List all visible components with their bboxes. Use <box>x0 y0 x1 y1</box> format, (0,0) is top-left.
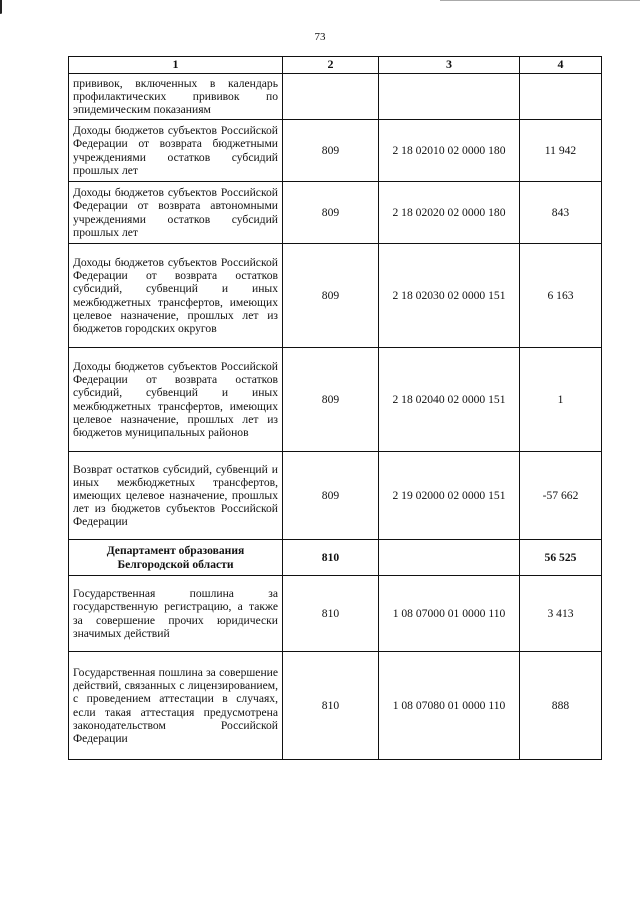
header-col-4: 4 <box>520 57 602 74</box>
row-code: 809 <box>283 348 379 452</box>
row-code: 809 <box>283 120 379 182</box>
department-row <box>69 540 602 576</box>
row-sum: 843 <box>520 182 602 244</box>
header-col-3: 3 <box>379 57 520 74</box>
row-name: Государственная пошлина за государственную регистрацию, а также за совершение прочих юридически значимых действий <box>69 576 283 652</box>
table-row <box>69 348 602 452</box>
row-kbk <box>379 74 520 120</box>
budget-table <box>68 56 602 760</box>
row-kbk: 2 18 02020 02 0000 180 <box>379 182 520 244</box>
row-code: 810 <box>283 576 379 652</box>
row-name: Доходы бюджетов субъектов Российской Федерации от возврата остатков субсидий, субвенций и иных межбюджетных трансфертов, имеющих целевое назначение, прошлых лет из бюджетов городских округов <box>69 244 283 348</box>
row-sum: 11 942 <box>520 120 602 182</box>
department-code: 810 <box>283 540 379 576</box>
row-sum: -57 662 <box>520 452 602 540</box>
row-sum <box>520 74 602 120</box>
table-header-row <box>69 57 602 74</box>
row-name: Возврат остатков субсидий, субвенций и иных межбюджетных трансфертов, имеющих целевое назначение, прошлых лет из бюджетов субъектов Российской Федерации <box>69 452 283 540</box>
row-kbk: 2 18 02040 02 0000 151 <box>379 348 520 452</box>
page-number: 73 <box>314 31 326 43</box>
row-name: Государственная пошлина за совершение действий, связанных с лицензированием, с проведением аттестации в случаях, если такая аттестация предусмотрена законодательством Российской Федерации <box>69 652 283 760</box>
row-name: Доходы бюджетов субъектов Российской Федерации от возврата автономными учреждениями остатков субсидий прошлых лет <box>69 182 283 244</box>
row-code: 810 <box>283 652 379 760</box>
row-code: 809 <box>283 452 379 540</box>
table-row <box>69 182 602 244</box>
header-col-2: 2 <box>283 57 379 74</box>
row-kbk: 2 18 02030 02 0000 151 <box>379 244 520 348</box>
row-sum: 3 413 <box>520 576 602 652</box>
scan-edge-line <box>440 0 640 1</box>
department-name: Департамент образования Белгородской области <box>69 540 283 576</box>
table-row <box>69 244 602 348</box>
row-code <box>283 74 379 120</box>
table-row <box>69 652 602 760</box>
department-sum: 56 525 <box>520 540 602 576</box>
row-sum: 6 163 <box>520 244 602 348</box>
row-name: Доходы бюджетов субъектов Российской Федерации от возврата бюджетными учреждениями остатков субсидий прошлых лет <box>69 120 283 182</box>
scan-edge-mark <box>0 0 5 14</box>
department-kbk <box>379 540 520 576</box>
row-kbk: 1 08 07080 01 0000 110 <box>379 652 520 760</box>
row-sum: 888 <box>520 652 602 760</box>
table-row <box>69 576 602 652</box>
row-kbk: 2 18 02010 02 0000 180 <box>379 120 520 182</box>
table-row <box>69 74 602 120</box>
row-sum: 1 <box>520 348 602 452</box>
header-col-1: 1 <box>69 57 283 74</box>
table-row <box>69 120 602 182</box>
row-name: Доходы бюджетов субъектов Российской Федерации от возврата остатков субсидий, субвенций и иных межбюджетных трансфертов, имеющих целевое назначение, прошлых лет из бюджетов муниципальных районов <box>69 348 283 452</box>
row-code: 809 <box>283 182 379 244</box>
row-code: 809 <box>283 244 379 348</box>
row-name: прививок, включенных в календарь профилактических прививок по эпидемическим показаниям <box>69 74 283 120</box>
row-kbk: 1 08 07000 01 0000 110 <box>379 576 520 652</box>
table-row <box>69 452 602 540</box>
row-kbk: 2 19 02000 02 0000 151 <box>379 452 520 540</box>
